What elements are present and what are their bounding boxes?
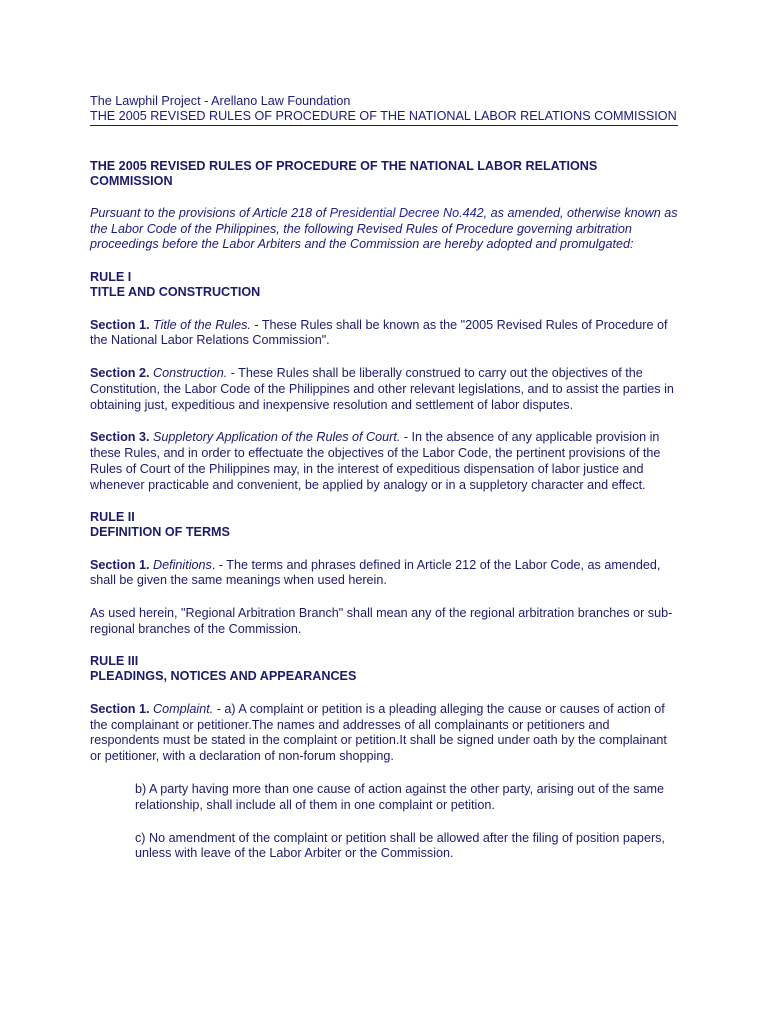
section-text: - These Rules shall be liberally construed to carry out the objectives of the Constitution, the Labor Code of the Philippines and other relevant legislations, and to assist the parties in obtaining just, expeditious and inexpensive resolution and settlement of labor disputes.	[90, 366, 674, 412]
rule-1-section-1	[90, 318, 678, 350]
intro-text-before: Pursuant to the provisions of Article 218 of	[90, 206, 330, 220]
section-label: Section 1.	[90, 701, 150, 716]
rule-2-number: RULE II	[90, 509, 135, 524]
section-text: - In the absence of any applicable provision in these Rules, and in order to effectuate the objectives of the Labor Code, the pertinent provisions of the Rules of Court of the Philippines may, in the interest of expeditious dispensation of labor justice and whenever practicable and convenient, be applied by analogy or in a suppletory character and effect.	[90, 430, 661, 492]
rule-3-subparagraph-c: c) No amendment of the complaint or petition shall be allowed after the filing of position papers, unless with leave of the Labor Arbiter or the Commission.	[135, 830, 665, 861]
presidential-decree-link[interactable]: Presidential Decree No.442	[329, 206, 484, 220]
rule-3-subparagraph-b: b) A party having more than one cause of action against the other party, arising out of the same relationship, shall include all of them in one complaint or petition.	[135, 782, 665, 812]
section-heading: Construction.	[153, 366, 228, 381]
section-heading: Title of the Rules.	[153, 317, 251, 332]
rule-2-regional-branch-definition: As used herein, "Regional Arbitration Branch" shall mean any of the regional arbitration branches or sub-regional branches of the Commission.	[90, 606, 673, 637]
section-label: Section 1.	[90, 317, 150, 332]
intro-paragraph	[90, 206, 678, 253]
section-label: Section 3.	[90, 430, 150, 445]
section-label: Section 1.	[90, 557, 150, 572]
section-text: - These Rules shall be known as the "2005 Revised Rules of Procedure of the National Labor Relations Commission".	[90, 317, 668, 348]
section-text: - a) A complaint or petition is a pleading alleging the cause or causes of action of the complainant or petitioner.The names and addresses of all complainants or petitioners and respondents must be stated in the complaint or petition.It shall be signed under oath by the complainant or petitioner, with a declaration of non-forum shopping.	[90, 701, 667, 764]
rule-3-title: PLEADINGS, NOTICES AND APPEARANCES	[90, 669, 357, 684]
header-doc-title: THE 2005 REVISED RULES OF PROCEDURE OF THE NATIONAL LABOR RELATIONS COMMISSION	[90, 109, 677, 123]
intro-text-after: , as amended, otherwise known as the Labor Code of the Philippines, the following Revised Rules of Procedure governing arbitration proceedings before the Labor Arbiters and the Commission are hereby adopted and promulgated:	[90, 206, 678, 251]
section-heading: Complaint.	[153, 701, 214, 716]
rule-1-section-3	[90, 430, 678, 493]
document-title: THE 2005 REVISED RULES OF PROCEDURE OF THE NATIONAL LABOR RELATIONS COMMISSION	[90, 159, 598, 188]
rule-2-section-1	[90, 558, 678, 590]
section-heading: Suppletory Application of the Rules of Court.	[153, 430, 401, 445]
section-label: Section 2.	[90, 366, 150, 381]
rule-2-title: DEFINITION OF TERMS	[90, 525, 230, 540]
section-heading: Definitions	[153, 557, 212, 572]
rule-1-section-2	[90, 366, 678, 413]
rule-1-number: RULE I	[90, 269, 132, 284]
rule-1-title: TITLE AND CONSTRUCTION	[90, 285, 261, 299]
rule-3-section-1	[90, 702, 678, 765]
rule-3-number: RULE III	[90, 653, 139, 668]
header-divider	[90, 125, 678, 126]
section-text: . - The terms and phrases defined in Article 212 of the Labor Code, as amended, shall be given the same meanings when used herein.	[90, 557, 661, 588]
source-line: The Lawphil Project - Arellano Law Foundation	[90, 94, 351, 108]
